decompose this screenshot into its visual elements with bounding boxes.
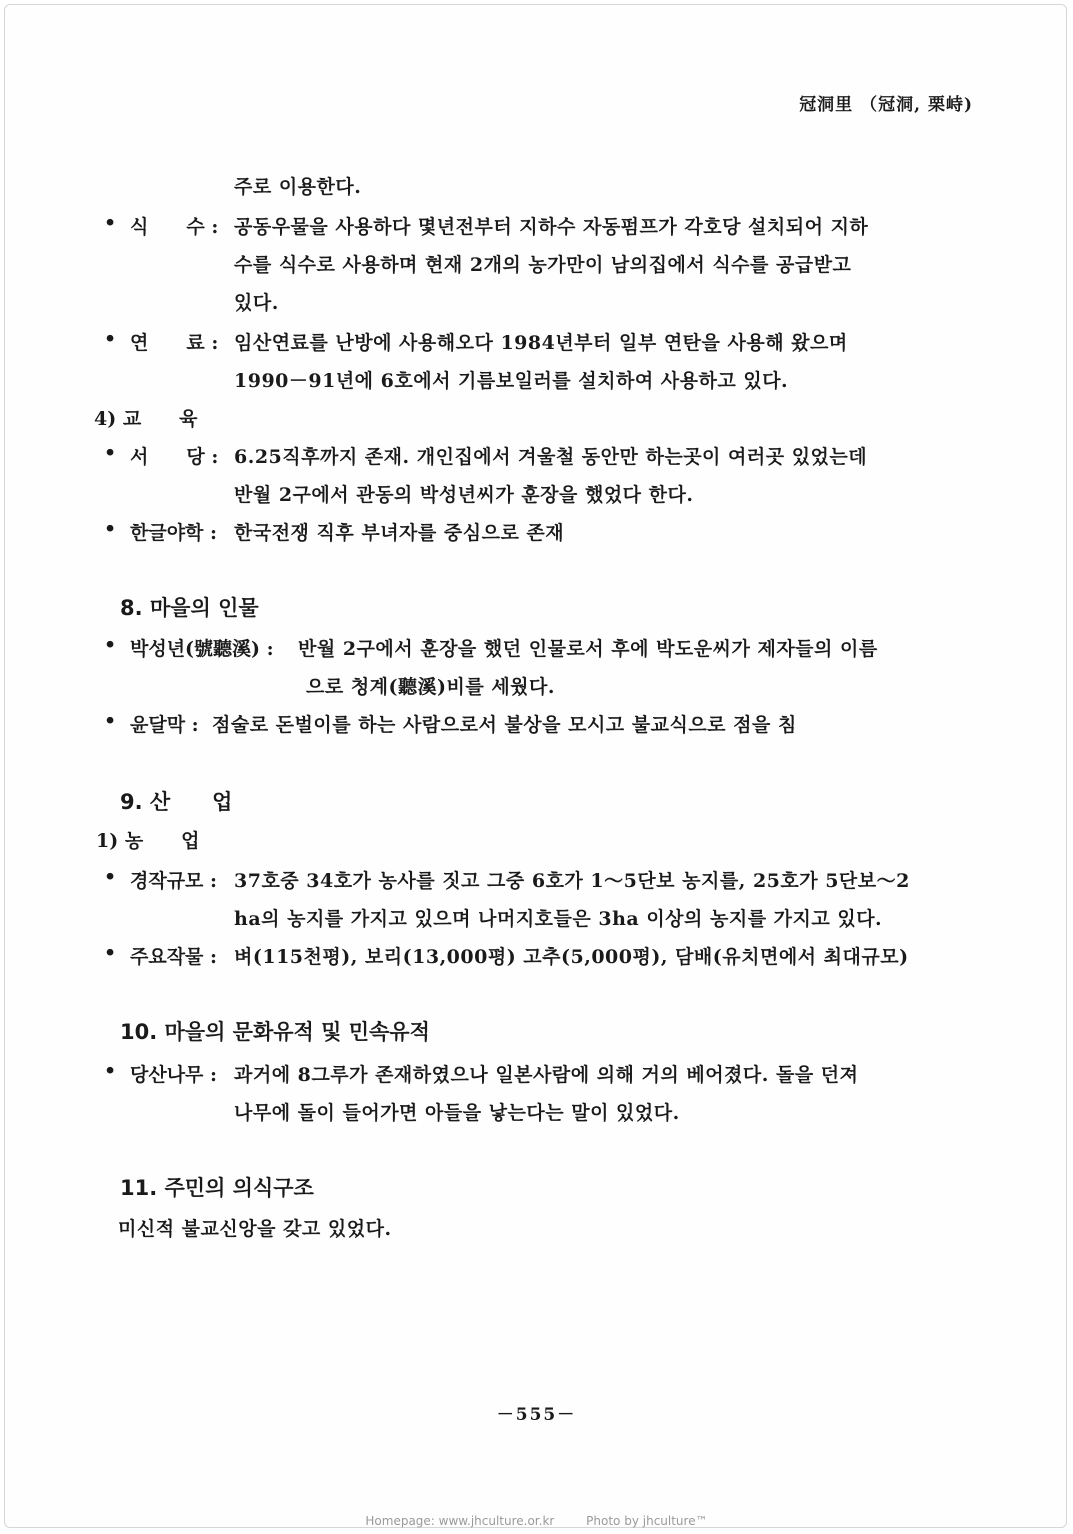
text-line: 공동우물을 사용하다 몇년전부터 지하수 자동펌프가 각호당 설치되어 지하 xyxy=(234,216,869,238)
bullet-icon: • xyxy=(104,518,117,540)
text-line: 나무에 돌이 들어가면 아들을 낳는다는 말이 있었다. xyxy=(234,1102,680,1124)
text-line: 6.25직후까지 존재. 개인집에서 겨울철 동안만 하는곳이 여러곳 있었는데 xyxy=(234,446,868,468)
text-line: 주로 이용한다. xyxy=(234,176,362,198)
item-label-seodang: 서 당 : xyxy=(130,446,219,468)
item-label-hangul: 한글야학 : xyxy=(130,522,218,544)
bullet-icon: • xyxy=(104,866,117,888)
section-heading: 9. 산 업 xyxy=(120,790,233,814)
bullet-icon: • xyxy=(104,328,117,350)
bullet-icon: • xyxy=(104,634,117,656)
text-line: 있다. xyxy=(234,292,279,314)
text-line: 37호중 34호가 농사를 짓고 그중 6호가 1～5단보 농지를, 25호가 5단보～2 xyxy=(234,870,910,892)
running-header: 冠洞里 （冠洞, 栗峙) xyxy=(799,95,973,115)
bullet-icon: • xyxy=(104,710,117,732)
subsection-heading: 1) 농 업 xyxy=(96,830,200,852)
text-line: 미신적 불교신앙을 갖고 있었다. xyxy=(118,1218,392,1240)
subsection-heading: 4) 교 육 xyxy=(94,408,198,430)
text-line: ha의 농지를 가지고 있으며 나머지호들은 3ha 이상의 농지를 가지고 있다. xyxy=(234,908,883,930)
text-line: 벼(115천평), 보리(13,000평) 고추(5,000평), 담배(유치면에서 최대규모) xyxy=(234,946,909,968)
item-label-yun: 윤달막 : xyxy=(130,714,199,736)
section-heading: 11. 주민의 의식구조 xyxy=(120,1176,314,1200)
item-label-fuel: 연 료 : xyxy=(130,332,219,354)
item-label-park: 박성년(號聽溪) : xyxy=(130,638,274,660)
text-line: 과거에 8그루가 존재하였으나 일본사람에 의해 거의 베어졌다. 돌을 던져 xyxy=(234,1064,859,1086)
section-heading: 8. 마을의 인물 xyxy=(120,596,259,620)
text-line: 수를 식수로 사용하며 현재 2개의 농가만이 남의집에서 식수를 공급받고 xyxy=(234,254,852,276)
section-heading: 10. 마을의 문화유적 및 민속유적 xyxy=(120,1020,430,1044)
footer-homepage: Homepage: www.jhculture.or.kr xyxy=(365,1514,555,1528)
text-line: 반월 2구에서 관동의 박성년씨가 훈장을 했었다 한다. xyxy=(234,484,694,506)
text-line: 점술로 돈벌이를 하는 사람으로서 불상을 모시고 불교식으로 점을 침 xyxy=(212,714,797,736)
text-line: 한국전쟁 직후 부녀자를 중심으로 존재 xyxy=(234,522,565,544)
bullet-icon: • xyxy=(104,212,117,234)
item-label-tree: 당산나무 : xyxy=(130,1064,218,1086)
bullet-icon: • xyxy=(104,1060,117,1082)
item-label-scale: 경작규모 : xyxy=(130,870,218,892)
bullet-icon: • xyxy=(104,442,117,464)
page-number: －555－ xyxy=(496,1405,577,1425)
item-label-crop: 주요작물 : xyxy=(130,946,218,968)
bullet-icon: • xyxy=(104,942,117,964)
text-line: 임산연료를 난방에 사용해오다 1984년부터 일부 연탄을 사용해 왔으며 xyxy=(234,332,848,354)
text-line: 으로 청계(聽溪)비를 세웠다. xyxy=(306,676,556,698)
text-line: 반월 2구에서 훈장을 했던 인물로서 후에 박도운씨가 제자들의 이름 xyxy=(298,638,878,660)
text-line: 1990－91년에 6호에서 기름보일러를 설치하여 사용하고 있다. xyxy=(234,370,789,392)
footer xyxy=(0,1514,1073,1528)
footer-photo-credit: Photo by jhculture™ xyxy=(586,1514,708,1528)
item-label-water: 식 수 : xyxy=(130,216,219,238)
